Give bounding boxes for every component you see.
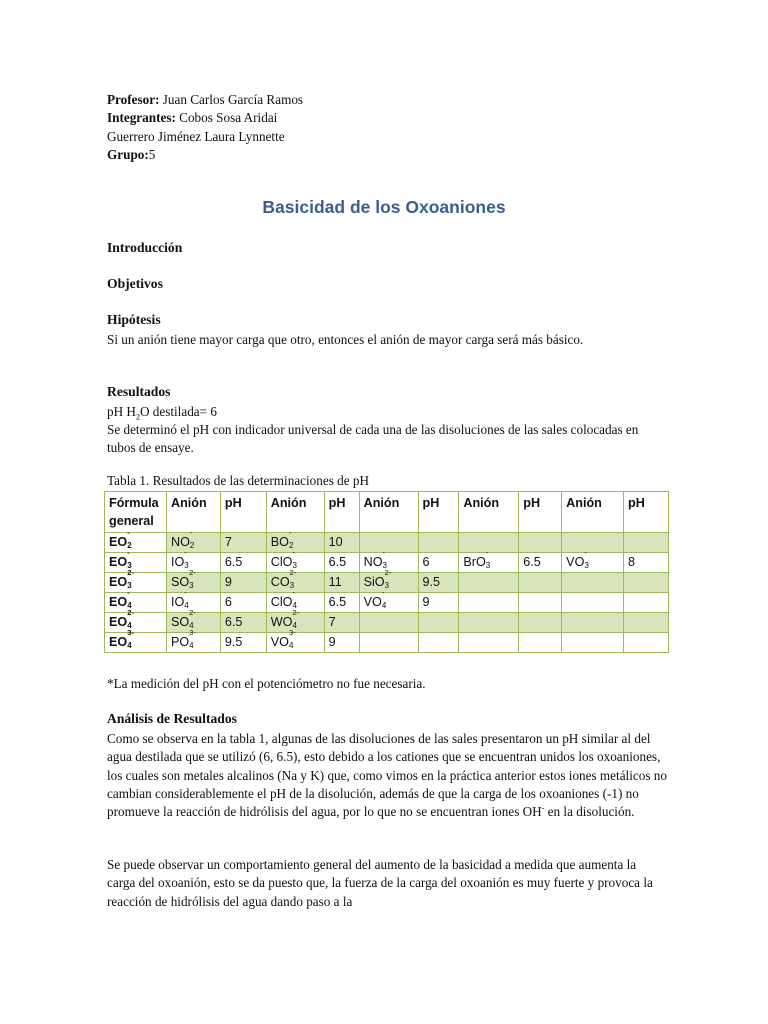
anion-formula: CO 2- 3 bbox=[270, 568, 297, 590]
analisis-paragraph-1: Como se observa en la tabla 1, algunas de las disoluciones de las sales presentaron un pH similar al del agua destilada que se utilizó (6, 6.5), esto debido a los cationes que se encuentran unidos los oxoaniones, los cuales son metales alcalinos (Na y K) que, como vimos en la práctica anterior estos iones metálicos no cambian considerablemente el pH de la disolución, además de que la carga de los oxoaniones (-1) no promueve la reacción de hidrólisis del agua, por lo que no se encuentran iones OH- en la disolución. bbox=[107, 731, 667, 820]
anion-cell bbox=[562, 613, 624, 633]
header-anion: Anión bbox=[166, 492, 220, 533]
general-formula-cell bbox=[105, 608, 167, 633]
ph-cell bbox=[624, 533, 669, 553]
anion-formula: VO 3- 4 bbox=[270, 628, 296, 650]
heading-objetivos: Objetivos bbox=[107, 276, 163, 291]
ph-cell: 11 bbox=[324, 573, 359, 593]
ph-cell: 6.5 bbox=[220, 613, 266, 633]
ph-cell: 9 bbox=[220, 573, 266, 593]
general-formula-cell bbox=[105, 588, 167, 613]
ph-cell bbox=[519, 593, 562, 613]
anion-cell bbox=[562, 548, 624, 573]
anion-formula: VO - 4 bbox=[363, 588, 387, 610]
hipotesis-text: Si un anión tiene mayor carga que otro, entonces el anión de mayor carga será más básico. bbox=[107, 332, 584, 347]
integrante-2-line: Guerrero Jiménez Laura Lynnette bbox=[107, 128, 285, 144]
table-caption: Tabla 1. Resultados de las determinaciones de pH bbox=[107, 473, 370, 488]
ph-cell bbox=[418, 633, 459, 653]
anion-formula: WO 2- 4 bbox=[270, 608, 300, 630]
nota-potenciometro: *La medición del pH con el potenciómetro no fue necesaria. bbox=[107, 676, 426, 691]
ph-cell: 9.5 bbox=[418, 573, 459, 593]
table-row bbox=[105, 633, 669, 653]
ph-cell: 8 bbox=[624, 553, 669, 573]
header-formula-general: Fórmula general bbox=[105, 492, 167, 533]
table-row bbox=[105, 573, 669, 593]
anion-cell bbox=[359, 568, 418, 593]
anion-cell bbox=[166, 568, 220, 593]
heading-hipotesis: Hipótesis bbox=[107, 312, 161, 327]
general-formula-cell bbox=[105, 628, 167, 653]
heading-analisis: Análisis de Resultados bbox=[107, 711, 237, 726]
anion-cell bbox=[562, 533, 624, 553]
general-formula: EO - 4 bbox=[109, 588, 132, 610]
ph-cell bbox=[624, 613, 669, 633]
general-formula: EO - 3 bbox=[109, 548, 132, 570]
ph-cell bbox=[519, 533, 562, 553]
ph-cell bbox=[519, 613, 562, 633]
integrantes-line: Integrantes: Cobos Sosa Aridai bbox=[107, 110, 278, 126]
ph-cell: 6.5 bbox=[324, 593, 359, 613]
general-formula-cell bbox=[105, 528, 167, 553]
anion-cell bbox=[166, 628, 220, 653]
ph-cell bbox=[519, 633, 562, 653]
anion-formula: SO 2- 4 bbox=[170, 608, 196, 630]
ph-cell: 9 bbox=[324, 633, 359, 653]
header-block bbox=[107, 91, 667, 164]
header-ph: pH bbox=[519, 492, 562, 533]
ph-cell bbox=[624, 573, 669, 593]
heading-introduccion: Introducción bbox=[107, 240, 183, 255]
anion-formula: VO - 3 bbox=[566, 548, 589, 570]
ph-cell bbox=[418, 533, 459, 553]
header-anion: Anión bbox=[266, 492, 324, 533]
anion-cell bbox=[266, 628, 324, 653]
anion-cell bbox=[459, 613, 519, 633]
document-title: Basicidad de los Oxoaniones bbox=[262, 197, 506, 217]
anion-formula: IO - 3 bbox=[170, 548, 189, 570]
anion-cell bbox=[562, 573, 624, 593]
anion-formula: NO - 3 bbox=[363, 548, 387, 570]
anion-cell bbox=[459, 633, 519, 653]
header-ph: pH bbox=[220, 492, 266, 533]
anion-cell bbox=[359, 533, 418, 553]
anion-cell bbox=[359, 588, 418, 613]
anion-formula: NO - 2 bbox=[170, 528, 195, 550]
anion-cell bbox=[359, 633, 418, 653]
analisis-paragraph-2: Se puede observar un comportamiento general del aumento de la basicidad a medida que aumenta la carga del oxoanión, esto se da puesto que, la fuerza de la carga del oxoanión es muy fuerte y provoca la reacción de hidrólisis del agua dando paso a la bbox=[107, 857, 653, 909]
anion-cell bbox=[166, 528, 220, 553]
profesor-line: Profesor: Juan Carlos García Ramos bbox=[107, 92, 304, 107]
ph-cell: 6 bbox=[220, 593, 266, 613]
ph-cell: 9 bbox=[418, 593, 459, 613]
anion-formula: SiO 2- 3 bbox=[363, 568, 392, 590]
ph-cell: 6 bbox=[418, 553, 459, 573]
grupo-line: Grupo:5 bbox=[107, 146, 156, 162]
anion-formula: ClO - 4 bbox=[270, 588, 297, 610]
ph-cell: 6.5 bbox=[324, 553, 359, 573]
ph-cell bbox=[418, 613, 459, 633]
ph-cell bbox=[519, 573, 562, 593]
general-formula: EO 3- 4 bbox=[109, 628, 134, 650]
general-formula-cell bbox=[105, 568, 167, 593]
general-formula: EO 2- 4 bbox=[109, 608, 134, 630]
general-formula-cell bbox=[105, 548, 167, 573]
ph-cell: 9.5 bbox=[220, 633, 266, 653]
header-anion: Anión bbox=[562, 492, 624, 533]
ph-cell bbox=[624, 633, 669, 653]
ph-cell bbox=[624, 593, 669, 613]
header-ph: pH bbox=[418, 492, 459, 533]
general-formula: EO 2- 3 bbox=[109, 568, 134, 590]
anion-cell bbox=[459, 548, 519, 573]
ph-agua-line: pH $H_2O$ destilada= 6 bbox=[107, 404, 217, 422]
ph-cell: 6.5 bbox=[220, 553, 266, 573]
ph-cell: 7 bbox=[220, 533, 266, 553]
results-table bbox=[104, 491, 669, 653]
anion-cell bbox=[562, 633, 624, 653]
resultados-text: Se determinó el pH con indicador universal de cada una de las disoluciones de las sales colocadas en tubos de ensaye. bbox=[107, 422, 639, 456]
results-table-body bbox=[105, 492, 669, 653]
ph-cell: 6.5 bbox=[519, 553, 562, 573]
anion-cell bbox=[459, 573, 519, 593]
anion-cell bbox=[459, 593, 519, 613]
heading-resultados: Resultados bbox=[107, 384, 171, 399]
anion-cell bbox=[562, 593, 624, 613]
general-formula: EO - 2 bbox=[109, 528, 132, 550]
anion-formula: IO - 4 bbox=[170, 588, 189, 610]
anion-formula: ClO - 3 bbox=[270, 548, 297, 570]
ph-cell: 10 bbox=[324, 533, 359, 553]
header-anion: Anión bbox=[459, 492, 519, 533]
ph-cell: 7 bbox=[324, 613, 359, 633]
header-ph: pH bbox=[624, 492, 669, 533]
table-header-row bbox=[105, 492, 669, 533]
header-anion: Anión bbox=[359, 492, 418, 533]
anion-formula: BrO - 3 bbox=[463, 548, 491, 570]
anion-formula: SO 2- 3 bbox=[170, 568, 196, 590]
anion-formula: BO - 2 bbox=[270, 528, 294, 550]
anion-formula: PO 3- 4 bbox=[170, 628, 196, 650]
anion-cell bbox=[359, 613, 418, 633]
header-ph: pH bbox=[324, 492, 359, 533]
